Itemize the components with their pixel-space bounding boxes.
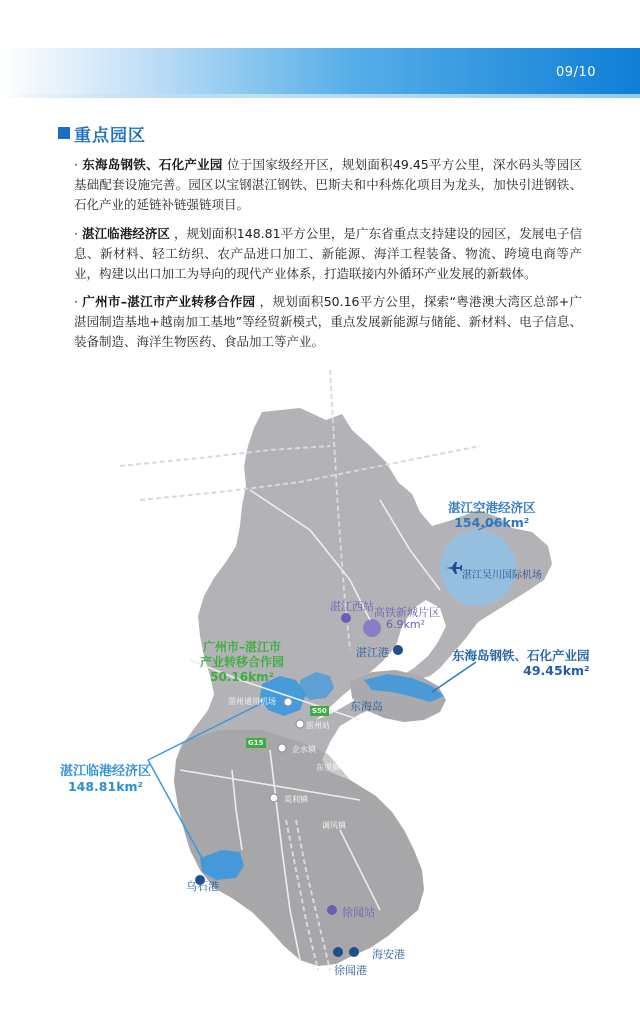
bullet: · (74, 157, 78, 172)
leizhou-station-label: 雷州站 (306, 721, 330, 730)
page-number: 09/10 (556, 65, 596, 80)
zhanjiang-west-label: 湛江西站 (330, 600, 374, 613)
map-graphic (0, 350, 640, 1032)
road-badge-s50: S50 (312, 707, 327, 715)
haian-port-label: 海安港 (372, 948, 405, 961)
guangzhan-park-line2: 产业转移合作园 (200, 655, 285, 669)
section-title: 重点园区 (74, 125, 146, 146)
bullet: · (74, 294, 78, 309)
park-name: 湛江临港经济区 (82, 226, 170, 241)
wushi-port-label: 乌石港 (186, 880, 219, 893)
guangzhan-park-line1: 广州市–湛江市 (203, 640, 282, 654)
donghai-park-area-text: 49.45km² (523, 663, 590, 678)
lingang-label (60, 764, 151, 794)
donghai-island-label: 东海岛 (350, 700, 383, 713)
town-label-2: 东里镇 (316, 763, 340, 772)
paragraph-lingang (74, 224, 582, 284)
road-badge-g15: G15 (248, 739, 264, 747)
park-name: 东海岛钢铁、石化产业园 (82, 157, 223, 172)
park-text: ，规划面积50.16平方公里，探索“粤港澳大湾区总部+广湛园制造基地+越南加工基地”等经贸新模式，重点发展新能源与储能、新材料、电子信息、装备制造、海洋生物医药、食品加工等产业。 (74, 294, 582, 349)
airport-label: 湛江吴川国际机场 (462, 570, 542, 581)
xuwen-station-label: 徐闻站 (342, 906, 375, 919)
airport-zone-name: 湛江空港经济区 (448, 500, 536, 515)
paragraph-guangzhan (74, 292, 582, 352)
lingang-area-text: 148.81km² (67, 779, 144, 794)
heading-square-icon (58, 127, 70, 139)
zhanjiang-port-label: 湛江港 (356, 646, 389, 659)
lingang-name: 湛江临港经济区 (60, 764, 152, 779)
airport-zone-label (448, 500, 536, 530)
town-label-3: 调风镇 (322, 821, 346, 830)
map-land-shade (174, 730, 424, 966)
hsr-zone-name: 高铁新城片区 (374, 606, 440, 619)
park-text: 位于国家级经开区，规划面积49.45平方公里，深水码头等园区基础配套设施完善。园区以宝钢湛江钢铁、巴斯夫和中科炼化项目为龙头，加快引进钢铁、石化产业的延链补链强链项目。 (74, 157, 582, 212)
hsr-zone-area (363, 619, 381, 637)
bullet: · (74, 226, 78, 241)
hsr-zone-area-text: 6.9km² (386, 618, 425, 631)
town-label-4: 英利镇 (284, 795, 308, 804)
paragraph-donghai (74, 155, 582, 215)
park-text: ，规划面积148.81平方公里，是广东省重点支持建设的园区，发展电子信息、新材料、轻工纺织、农产品进口加工、新能源、海洋工程装备、物流、跨境电商等产业，构建以出口加工为导向的现代产业体系，打造联接内外循环产业发展的新载体。 (74, 226, 582, 281)
header-stripe (0, 94, 640, 98)
guangzhan-park-area-text: 50.16km² (210, 670, 274, 684)
xuwen-port-label: 徐闻港 (334, 964, 367, 977)
leizhou-airport-label: 雷州通用机场 (228, 697, 276, 706)
header-banner (0, 48, 640, 98)
airport-zone-area-text: 154.06km² (454, 515, 530, 530)
donghai-park-label (452, 648, 590, 678)
section-heading (58, 120, 146, 146)
zhanjiang-map (0, 350, 640, 1032)
donghai-park-name: 东海岛钢铁、石化产业园 (452, 648, 590, 663)
town-label-1: 企水镇 (292, 745, 316, 754)
guangzhan-park-label (200, 640, 284, 685)
park-name: 广州市–湛江市产业转移合作园 (82, 294, 256, 309)
